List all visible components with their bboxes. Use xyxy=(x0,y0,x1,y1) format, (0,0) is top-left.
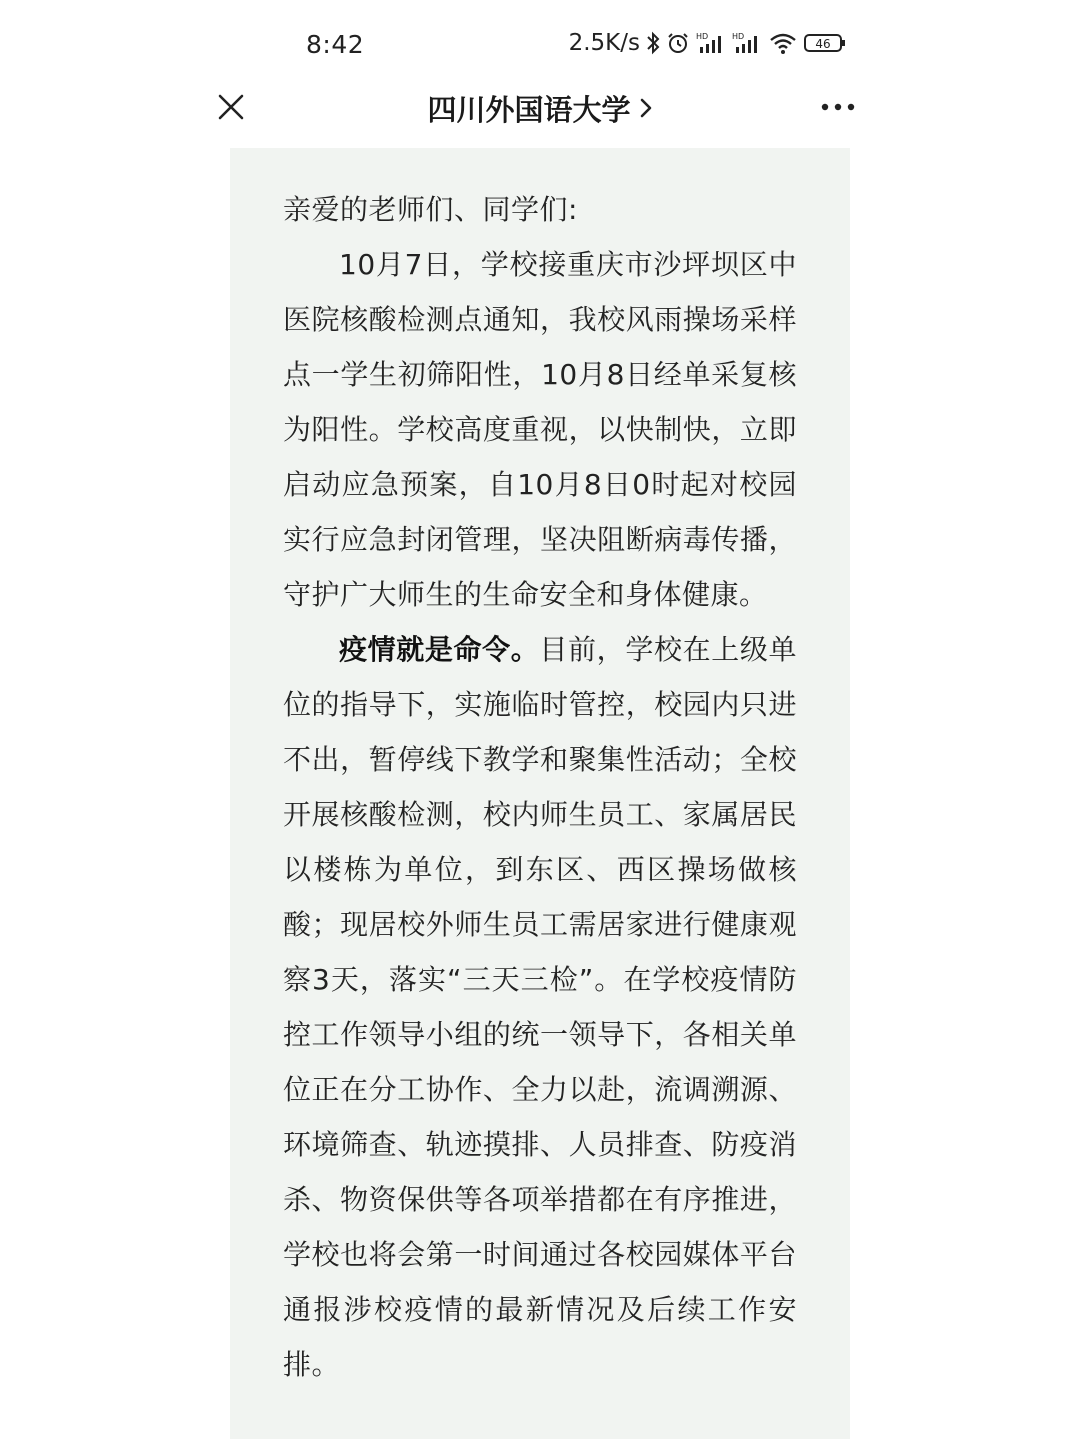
status-time: 8:42 xyxy=(306,30,365,59)
page-title: 四川外国语大学 xyxy=(427,93,631,127)
net-speed: 2.5K/s xyxy=(568,30,640,56)
article-image xyxy=(230,148,850,1439)
svg-text:HD: HD xyxy=(696,32,709,41)
paragraph-2-text: 目前，学校在上级单位的指导下，实施临时管控，校园内只进不出，暂停线下教学和聚集性活动；全校开展核酸检测，校内师生员工、家属居民以楼栋为单位，到东区、西区操场做核酸；现居校外师生员工需居家进行健康观察3天，落实“三天三检”。在学校疫情防控工作领导小组的统一领导下，各相关单位正在分工协作、全力以赴，流调溯源、环境筛查、轨迹摸排、人员排查、防疫消杀、物资保供等各项举措都在有序推进，学校也将会第一时间通过各校园媒体平台通报涉校疫情的最新情况及后续工作安排。 xyxy=(283,633,797,1381)
paragraph-1: 10月7日，学校接重庆市沙坪坝区中医院核酸检测点通知，我校风雨操场采样点一学生初筛阳性，10月8日经单采复核为阳性。学校高度重视，以快制快，立即启动应急预案，自10月8日0时起对校园实行应急封闭管理，坚决阻断病毒传播，守护广大师生的生命安全和身体健康。 xyxy=(283,248,797,611)
greeting: 亲爱的老师们、同学们: xyxy=(283,193,578,226)
battery-icon xyxy=(804,31,846,55)
chevron-right-icon xyxy=(639,93,653,127)
article-body xyxy=(283,182,797,1392)
signal-hd-icon xyxy=(696,31,726,55)
signal-hd-icon xyxy=(732,31,762,55)
wifi-icon xyxy=(768,31,798,55)
more-icon xyxy=(821,103,855,111)
svg-text:HD: HD xyxy=(732,32,745,41)
alarm-icon xyxy=(666,31,690,55)
status-icons xyxy=(569,30,846,56)
paragraph-2 xyxy=(283,622,797,1392)
battery-level: 46 xyxy=(815,37,831,51)
account-title-link[interactable] xyxy=(0,88,1080,129)
nav-bar xyxy=(0,72,1080,144)
paragraph-2-lead: 疫情就是命令。 xyxy=(339,633,540,666)
bluetooth-icon xyxy=(646,31,660,55)
more-button[interactable] xyxy=(818,86,858,128)
